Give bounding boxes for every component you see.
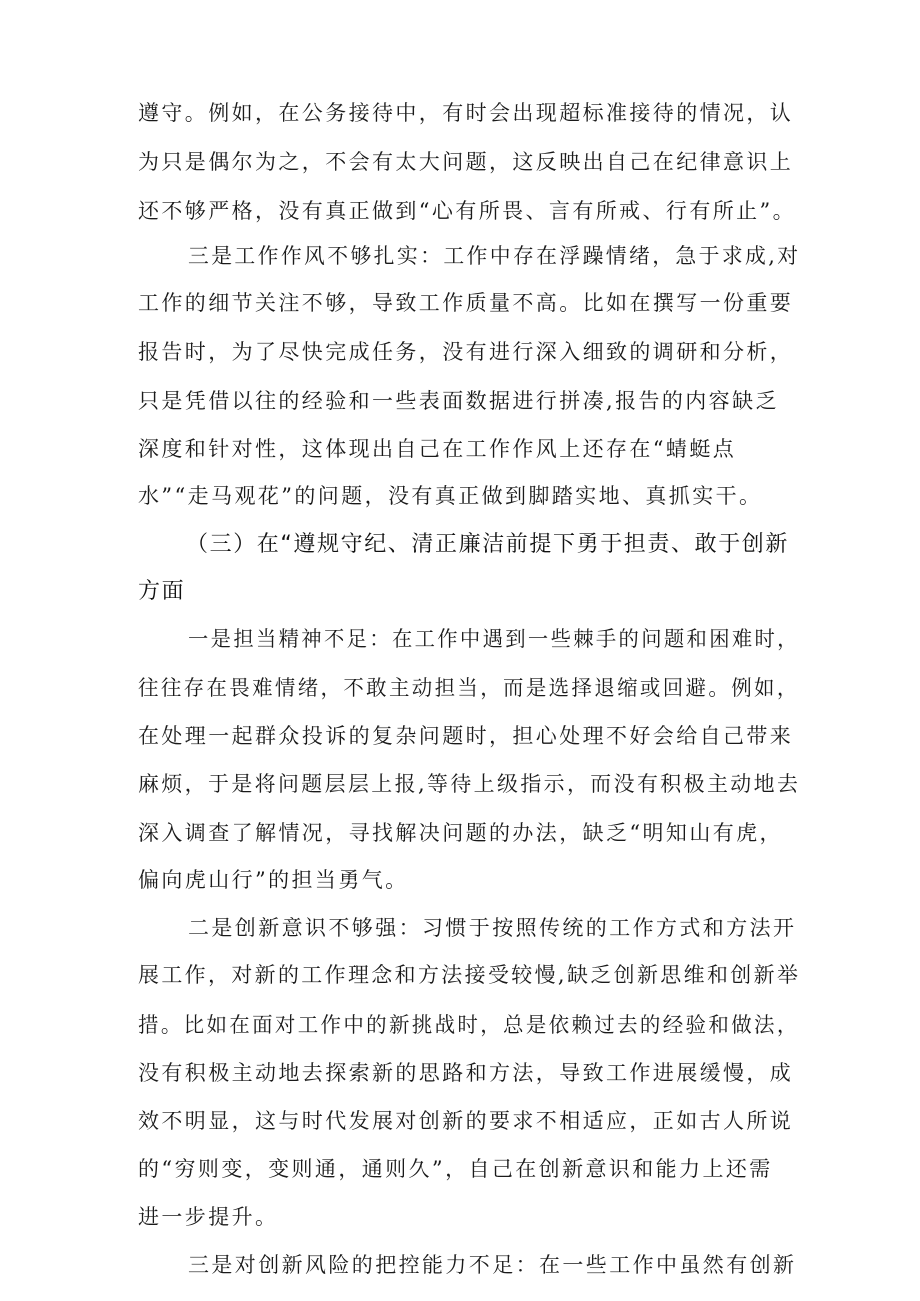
text-line: 遵守。例如，在公务接待中，有时会出现超标准接待的情况，认 <box>138 101 794 125</box>
text-line: 的“穷则变，变则通，通则久”，自己在创新意识和能力上还需 <box>138 1157 773 1181</box>
text-line: 没有积极主动地去探索新的思路和方法，导致工作进展缓慢，成 <box>138 1061 794 1085</box>
text-line: 二是创新意识不够强：习惯于按照传统的工作方式和方法开 <box>188 916 797 940</box>
text-line: 进一步提升。 <box>138 1205 279 1229</box>
text-line: 一是担当精神不足：在工作中遇到一些棘手的问题和困难时， <box>188 627 800 651</box>
text-line: 只是凭借以往的经验和一些表面数据进行拼凑,报告的内容缺乏 <box>138 389 779 413</box>
text-line: 报告时，为了尽快完成任务，没有进行深入细致的调研和分析， <box>138 340 794 364</box>
text-line: 偏向虎山行”的担当勇气。 <box>138 868 409 892</box>
section-heading-continued: 方面 <box>138 579 186 604</box>
text-line: 三是工作作风不够扎实：工作中存在浮躁情绪，急于求成,对 <box>188 244 801 268</box>
text-line: 措。比如在面对工作中的新挑战时，总是依赖过去的经验和做法， <box>138 1013 800 1037</box>
text-line: 深度和针对性，这体现出自己在工作作风上还存在“蜻蜓点 <box>138 437 737 461</box>
text-line: 为只是偶尔为之，不会有太大问题，这反映出自己在纪律意识上 <box>138 150 794 174</box>
text-line: 展工作，对新的工作理念和方法接受较慢,缺乏创新思维和创新举 <box>138 963 801 987</box>
text-line: 往往存在畏难情绪，不敢主动担当，而是选择退缩或回避。例如， <box>138 676 800 700</box>
text-line: 还不够严格，没有真正做到“心有所畏、言有所戒、行有所止”。 <box>138 199 797 223</box>
text-line: 效不明显，这与时代发展对创新的要求不相适应，正如古人所说 <box>138 1109 794 1133</box>
text-line: 在处理一起群众投诉的复杂问题时，担心处理不好会给自己带来 <box>138 724 794 748</box>
text-line: 工作的细节关注不够，导致工作质量不高。比如在撰写一份重要 <box>138 291 794 315</box>
section-heading: （三）在“遵规守纪、清正廉洁前提下勇于担责、敢于创新 <box>186 532 789 557</box>
text-line: 麻烦，于是将问题层层上报,等待上级指示，而没有积极主动地去 <box>138 772 801 796</box>
text-line: 三是对创新风险的把控能力不足：在一些工作中虽然有创新 <box>188 1253 797 1277</box>
text-line: 深入调查了解情况，寻找解决问题的办法，缺乏“明知山有虎， <box>138 821 783 845</box>
text-line: 水”“走马观花”的问题，没有真正做到脚踏实地、真抓实干。 <box>138 484 763 508</box>
